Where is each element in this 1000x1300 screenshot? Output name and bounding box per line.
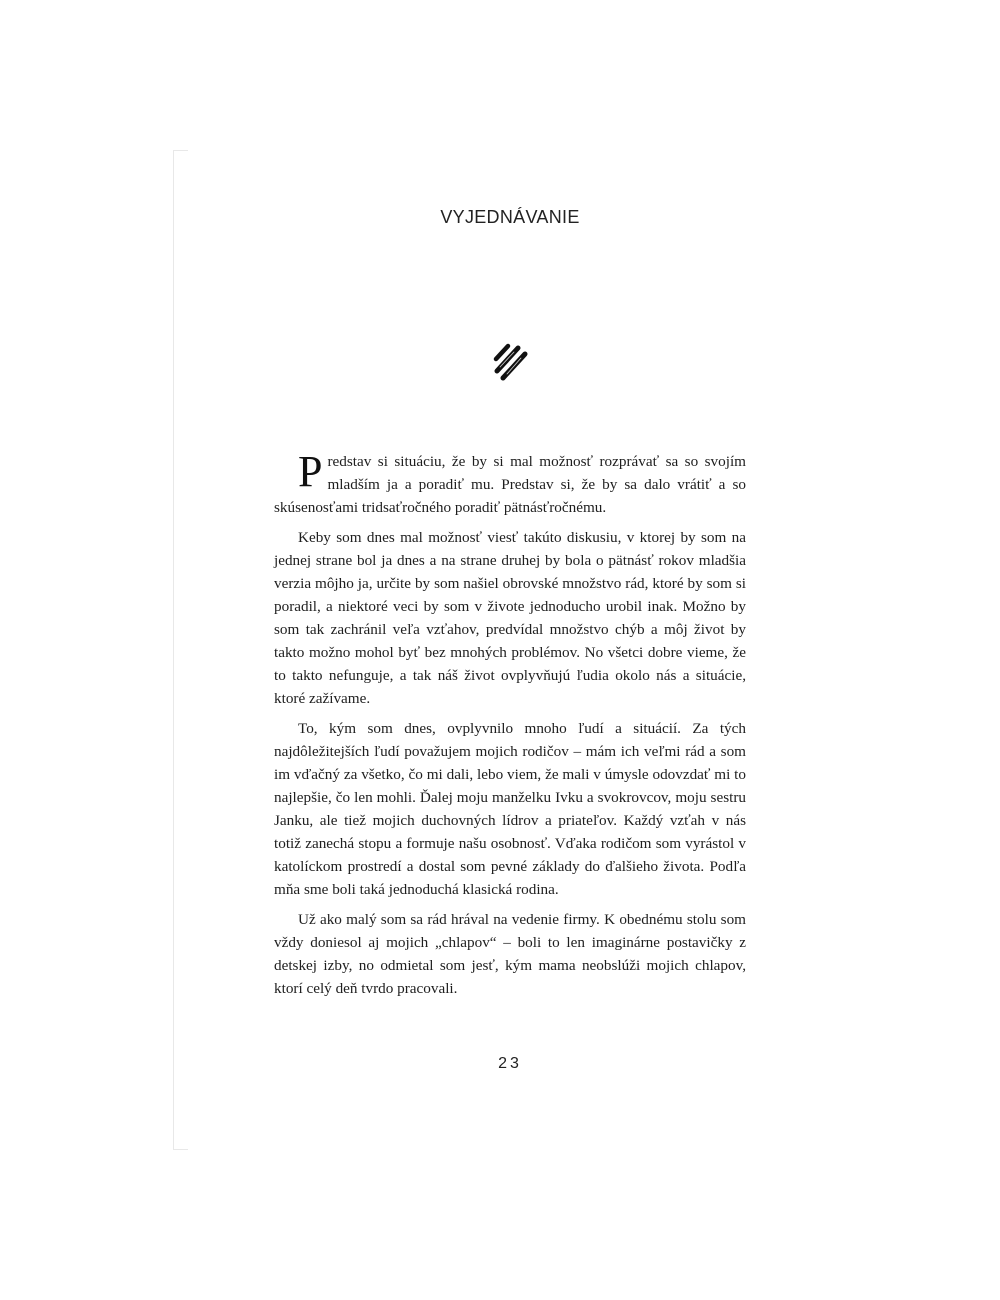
page-number: 23 [498, 1055, 522, 1072]
paragraph-1-text: redstav si situáciu, že by si mal možnosť rozprávať sa so svojím mladším ja a poradiť mu. Predstav si, že by sa dalo vrátiť a so skúsenosťami tridsaťročného poradiť pätnásťročnému. [274, 453, 746, 516]
paragraph-1 [274, 447, 746, 519]
chapter-title: VYJEDNÁVANIE [440, 207, 580, 227]
paragraph-3: To, kým som dnes, ovplyvnilo mnoho ľudí a situácií. Za tých najdôležitejších ľudí považujem mojich rodičov – mám ich veľmi rád a som im vďačný za všetko, čo mi dali, lebo viem, že mali v úmysle odovzdať mi to najlepšie, čo len mohli. Ďalej moju manželku Ivku a svokrovcov, moju sestru Janku, ale tiež mojich duchovných lídrov a priateľov. Každý vzťah v nás totiž zanechá stopu a formuje našu osobnosť. Vďaka rodičom som vyrástol v katolíckom prostredí a dostal som pevné základy do ďalšieho života. Podľa mňa sme boli taká jednoduchá klasická rodina. [274, 720, 746, 898]
paragraph-2: Keby som dnes mal možnosť viesť takúto diskusiu, v ktorej by som na jednej strane bol ja dnes a na strane druhej by bola o pätnásť rokov mladšia verzia môjho ja, určite by som našiel obrovské množstvo rád, ktoré by som si poradil, a niektoré veci by som v živote jednoducho urobil inak. Možno by som tak zachránil veľa vzťahov, predvídal množstvo chýb a môj život by takto možno mohol byť bez mnohých problémov. No všetci dobre vieme, že to takto nefunguje, a tak náš život ovplyvňujú ľudia okolo nás a situácie, ktoré zažívame. [274, 529, 746, 707]
triple-slash-brush-icon [492, 342, 530, 382]
page-edge [173, 150, 188, 1150]
paragraph-4: Už ako malý som sa rád hrával na vedenie firmy. K obednému stolu som vždy doniesol aj mojich „chlapov“ – boli to len imaginárne postavičky z detskej izby, no odmietal som jesť, kým mama neobslúži mojich chlapov, ktorí celý deň tvrdo pracovali. [274, 911, 746, 997]
drop-cap: P [298, 447, 323, 496]
body-text [274, 447, 746, 1007]
